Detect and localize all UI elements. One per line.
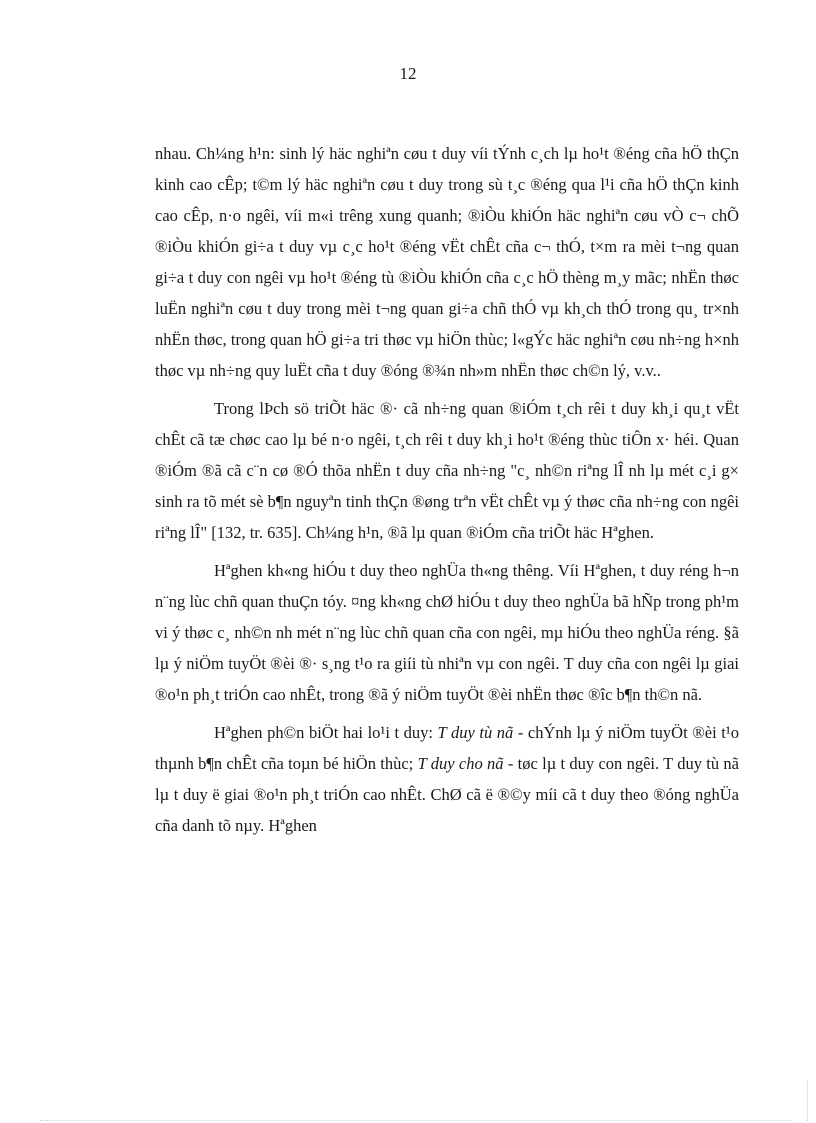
paragraph-4-intro: Hªghen ph©n biÖt hai lo¹i t duy:	[214, 723, 438, 742]
term-thought-in-itself: T duy tù nã	[437, 723, 514, 742]
page-number: 12	[399, 64, 417, 83]
paragraph-2: Trong lÞch sö triÕt häc ®· cã nh÷ng quan ®iÓm t¸ch rêi t duy kh¸i qu¸t vËt chÊt cã tæ chøc cao lµ bé n·o ngêi, t¸ch rêi t duy kh¸i ho¹t ®éng thùc tiÔn x· héi. Quan ®iÓm ®ã cã c¨n cø ®Ó thõa nhËn t duy cña nh÷ng "c¸ nh©n riªng lÎ nh lµ mét c¸i g× sinh ra tõ mét sè b¶n nguyªn tinh thÇn ®øng trªn vËt chÊt vµ ý thøc cña nh÷ng con ngêi riªng lÎ" [132, tr. 635]. Ch¼ng h¹n, ®ã lµ quan ®iÓm cña triÕt häc Hªghen.	[155, 399, 739, 542]
paragraph-4-definition-1: - chÝnh lµ ý niÖm tuyÖt ®èi t¹o thµnh b¶n chÊt cña toµn bé hiÖn thùc;	[155, 723, 739, 773]
paragraph-4	[155, 717, 739, 841]
paragraph-1: nhau. Ch¼ng h¹n: sinh lý häc nghiªn cøu t duy víi tÝnh c¸ch lµ ho¹t ®éng cña hÖ thÇn kinh cao cÊp; t©m lý häc nghiªn cøu t duy trong sù t¸c ®éng qua l¹i cña hÖ thÇn kinh cao cÊp, n·o ngêi, víi m«i trêng xung quanh; ®iÒu khiÓn häc nghiªn cøu vÒ c¬ chÕ ®iÒu khiÓn gi÷a t duy vµ c¸c ho¹t ®éng vËt chÊt cña c¬ thÓ, t×m ra mèi t¬ng quan gi÷a t duy con ngêi vµ ho¹t ®éng tù ®iÒu khiÓn cña c¸c hÖ thèng m¸y mãc; nhËn thøc luËn nghiªn cøu t duy trong mèi t¬ng quan gi÷a chñ thÓ vµ kh¸ch thÓ trong qu¸ tr×nh nhËn thøc, trong quan hÖ gi÷a tri thøc vµ hiÖn thùc; l«gÝc häc nghiªn cøu nh÷ng h×nh thøc vµ nh÷ng quy luËt cña t duy ®óng ®¾n nh»m nhËn thøc ch©n lý, v.v..	[155, 144, 739, 380]
page-bottom-border	[40, 1120, 792, 1121]
term-thought-for-itself: T duy cho nã	[417, 754, 504, 773]
page-corner-border	[807, 1080, 808, 1121]
paragraph-4-definition-2: - tøc lµ t duy con ngêi. T duy tù nã lµ t duy ë giai ®o¹n ph¸t triÓn cao nhÊt. ChØ cã ë ®©y míi cã t duy theo ®óng nghÜa cña danh tõ nµy. Hªghen	[155, 754, 739, 835]
paragraph-3: Hªghen kh«ng hiÓu t duy theo nghÜa th«ng thêng. Víi Hªghen, t duy réng h¬n n¨ng lùc chñ quan thuÇn tóy. ¤ng kh«ng chØ hiÓu t duy theo nghÜa bã hÑp trong ph¹m vi ý thøc c¸ nh©n nh mét n¨ng lùc chñ quan cña con ngêi, mµ hiÓu theo nghÜa réng. §ã lµ ý niÖm tuyÖt ®èi ®· s¸ng t¹o ra giíi tù nhiªn vµ con ngêi. T duy cña con ngêi lµ giai ®o¹n ph¸t triÓn cao nhÊt, trong ®ã ý niÖm tuyÖt ®èi nhËn thøc ®îc b¶n th©n nã.	[155, 561, 739, 704]
body-text	[155, 138, 739, 848]
